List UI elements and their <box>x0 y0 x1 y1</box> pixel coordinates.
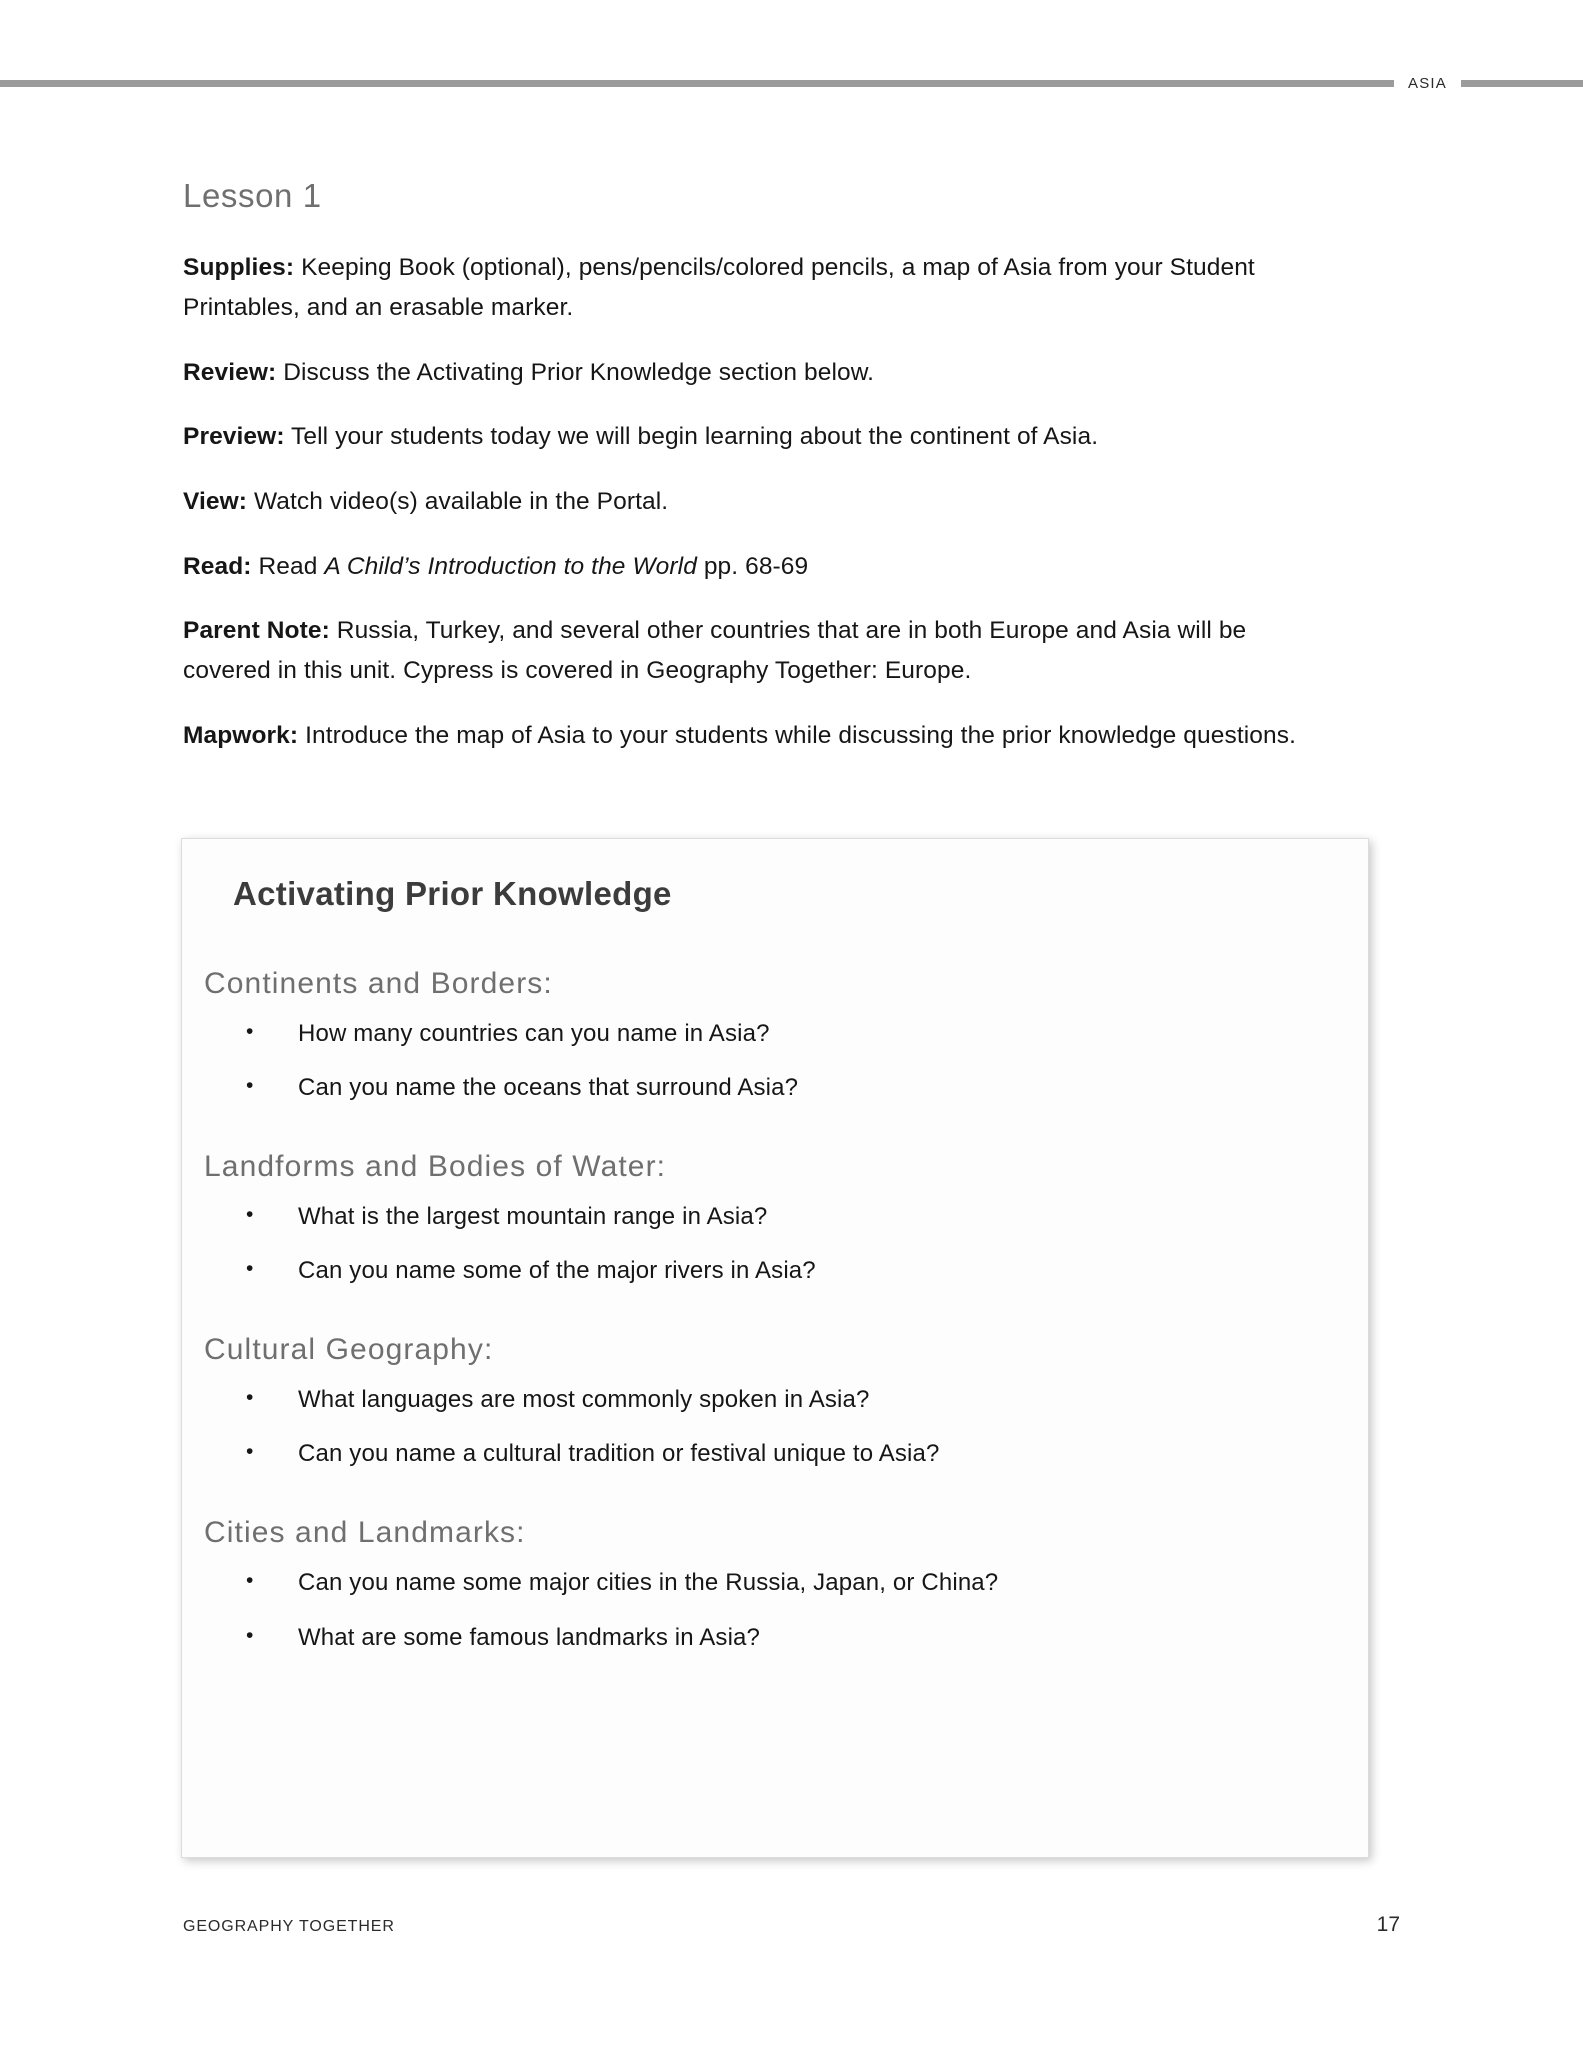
paragraph-review <box>183 353 1371 393</box>
apk-title: Activating Prior Knowledge <box>233 875 672 912</box>
list-item <box>193 1383 1368 1418</box>
bullet-icon: • <box>246 1074 254 1098</box>
apk-question-list <box>193 1017 1368 1107</box>
activating-prior-knowledge-box <box>181 838 1369 1858</box>
header-rule-left <box>0 80 1394 87</box>
main-content <box>183 178 1371 780</box>
footer-publication-title: GEOGRAPHY TOGETHER <box>183 1918 395 1935</box>
paragraph-label-supplies: Supplies: <box>183 254 295 282</box>
apk-section-heading: Landforms and Bodies of Water: <box>204 1150 667 1184</box>
list-item <box>193 1566 1368 1601</box>
paragraph-label-preview: Preview: <box>183 423 285 451</box>
apk-question-list <box>193 1383 1368 1473</box>
apk-section-heading: Continents and Borders: <box>204 967 553 1000</box>
bullet-icon: • <box>246 1202 254 1226</box>
apk-question-list <box>193 1566 1368 1656</box>
header-rule-right <box>1461 80 1583 87</box>
page-title: Lesson 1 <box>183 177 322 214</box>
paragraph-text-view: Watch video(s) available in the Portal. <box>247 488 669 516</box>
paragraph-label-review: Review: <box>183 358 277 386</box>
apk-section-landforms-and-bodies-of-water <box>193 1148 1368 1289</box>
list-item-text: Can you name the oceans that surround Asia? <box>298 1074 799 1102</box>
bullet-icon: • <box>246 1623 254 1647</box>
list-item <box>193 1017 1368 1052</box>
list-item-text: Can you name some of the major rivers in Asia? <box>298 1257 816 1285</box>
list-item-text: What languages are most commonly spoken in Asia? <box>298 1385 870 1413</box>
list-item-text: Can you name some major cities in the Russia, Japan, or China? <box>298 1568 999 1596</box>
paragraph-text-read-after: pp. 68-69 <box>696 552 809 580</box>
header-section-label: ASIA <box>1408 74 1447 92</box>
paragraph-read <box>183 547 1371 587</box>
bullet-icon: • <box>246 1568 254 1592</box>
paragraph-parent-note <box>183 611 1303 690</box>
apk-section-cultural-geography <box>193 1331 1368 1472</box>
paragraph-mapwork <box>183 716 1303 756</box>
list-item <box>193 1200 1368 1235</box>
apk-section-heading: Cultural Geography: <box>204 1333 494 1367</box>
apk-sections <box>182 965 1368 1655</box>
paragraph-text-preview: Tell your students today we will begin learning about the continent of Asia. <box>284 423 1099 451</box>
paragraph-label-parent-note: Parent Note: <box>183 617 330 645</box>
list-item-text: How many countries can you name in Asia? <box>298 1019 770 1047</box>
paragraph-text-read-before: Read <box>251 552 325 580</box>
paragraph-supplies <box>183 248 1371 327</box>
paragraph-text-review: Discuss the Activating Prior Knowledge section below. <box>276 358 875 386</box>
list-item <box>193 1437 1368 1472</box>
bullet-icon: • <box>246 1440 254 1464</box>
list-item <box>193 1621 1368 1656</box>
list-item <box>193 1254 1368 1289</box>
page-number: 17 <box>1376 1913 1400 1936</box>
list-item-text: Can you name a cultural tradition or festival unique to Asia? <box>298 1440 940 1468</box>
list-item-text: What are some famous landmarks in Asia? <box>298 1623 761 1651</box>
paragraph-label-mapwork: Mapwork: <box>183 721 299 749</box>
running-header <box>0 72 1583 94</box>
apk-section-cities-and-landmarks <box>193 1514 1368 1655</box>
bullet-icon: • <box>246 1385 254 1409</box>
paragraph-view <box>183 482 1371 522</box>
paragraph-label-read: Read: <box>183 552 252 580</box>
list-item-text: What is the largest mountain range in Asia? <box>298 1202 768 1230</box>
list-item <box>193 1071 1368 1106</box>
bullet-icon: • <box>246 1257 254 1281</box>
book-title-italic: A Child’s Introduction to the World <box>324 552 697 580</box>
apk-section-continents-and-borders <box>193 965 1368 1106</box>
paragraph-text-supplies: Keeping Book (optional), pens/pencils/colored pencils, a map of Asia from your Student Printables, and an erasable marker. <box>183 254 1255 321</box>
apk-question-list <box>193 1200 1368 1290</box>
paragraph-preview <box>183 417 1371 457</box>
page-footer <box>183 1913 1400 1937</box>
bullet-icon: • <box>246 1019 254 1043</box>
paragraph-text-parent-note: Russia, Turkey, and several other countries that are in both Europe and Asia will be covered in this unit. Cypress is covered in Geography Together: Europe. <box>183 617 1247 685</box>
paragraph-label-view: View: <box>183 488 248 516</box>
apk-section-heading: Cities and Landmarks: <box>204 1516 526 1550</box>
paragraph-text-mapwork: Introduce the map of Asia to your students while discussing the prior knowledge questions. <box>298 721 1296 749</box>
